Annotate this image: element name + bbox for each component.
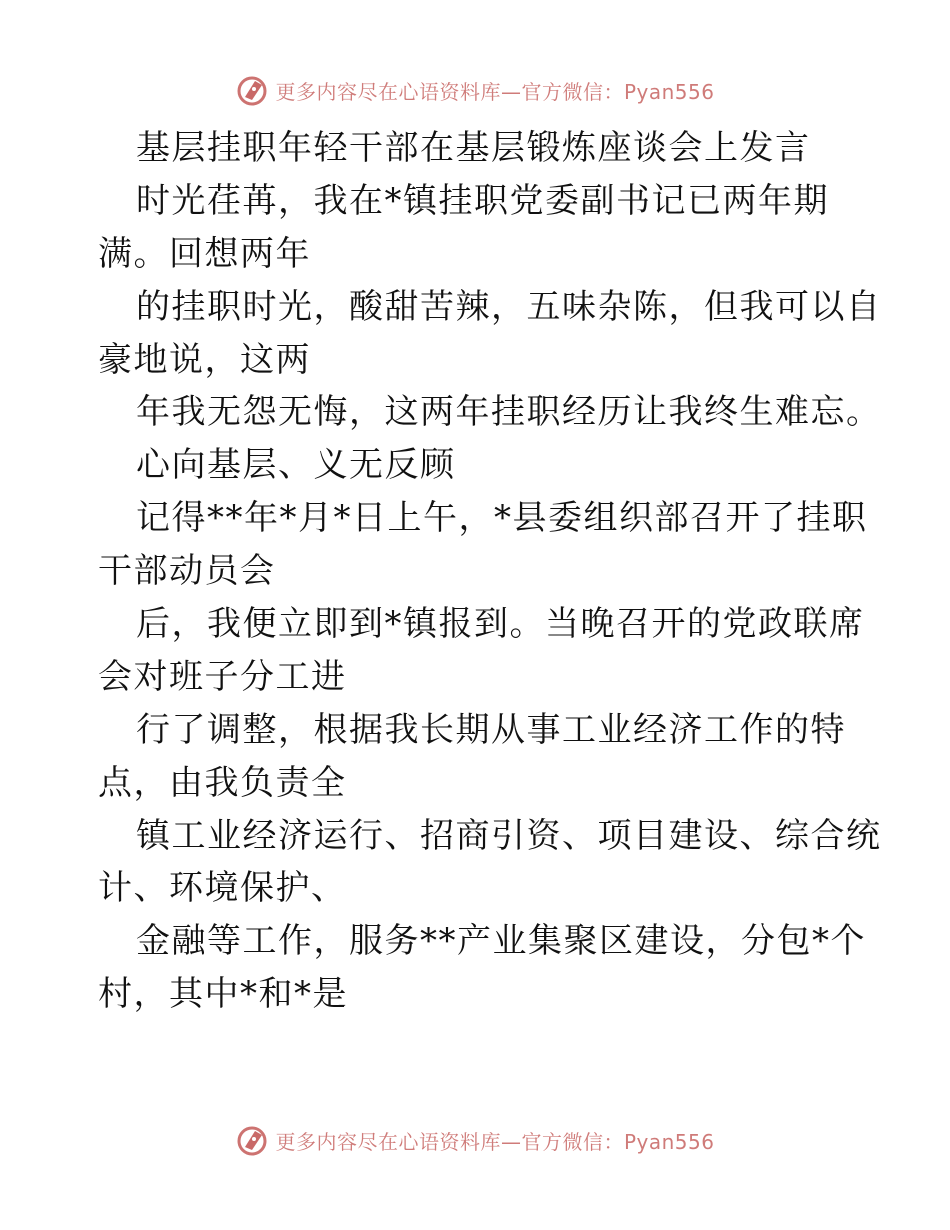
- text-line: 村，其中*和*是: [98, 974, 348, 1015]
- header-watermark-banner: [0, 70, 950, 110]
- text-line: 后，我便立即到*镇报到。当晚召开的党政联席: [136, 604, 865, 645]
- text-line: 干部动员会: [98, 551, 276, 592]
- text-line: 金融等工作，服务**产业集聚区建设，分包*个: [136, 921, 866, 962]
- text-line: 镇工业经济运行、招商引资、项目建设、综合统: [136, 815, 882, 856]
- text-line: 会对班子分工进: [98, 656, 347, 697]
- text-line: 时光荏苒，我在*镇挂职党委副书记已两年期: [136, 180, 829, 221]
- text-line: 豪地说，这两: [98, 339, 311, 380]
- text-line: 年我无怨无悔，这两年挂职经历让我终生难忘。: [136, 392, 882, 433]
- pen-nib-logo-icon: [235, 1123, 269, 1157]
- text-line: 点，由我负责全: [98, 762, 347, 803]
- text-line: 计、环境保护、: [98, 868, 347, 909]
- watermark-text: 更多内容尽在心语资料库—官方微信：Pyan556: [275, 79, 715, 104]
- document-body: [98, 122, 882, 1021]
- watermark-text: 更多内容尽在心语资料库—官方微信：Pyan556: [275, 1129, 715, 1154]
- text-line: 心向基层、义无反顾: [136, 445, 456, 486]
- text-line: 记得**年*月*日上午，*县委组织部召开了挂职: [136, 498, 868, 539]
- text-line: 基层挂职年轻干部在基层锻炼座谈会上发言: [136, 128, 811, 168]
- pen-nib-logo-icon: [235, 73, 269, 107]
- text-line: 行了调整，根据我长期从事工业经济工作的特: [136, 709, 846, 750]
- text-line: 的挂职时光，酸甜苦辣，五味杂陈，但我可以自: [136, 286, 882, 327]
- text-line: 满。回想两年: [98, 233, 311, 274]
- footer-watermark-banner: [0, 1120, 950, 1160]
